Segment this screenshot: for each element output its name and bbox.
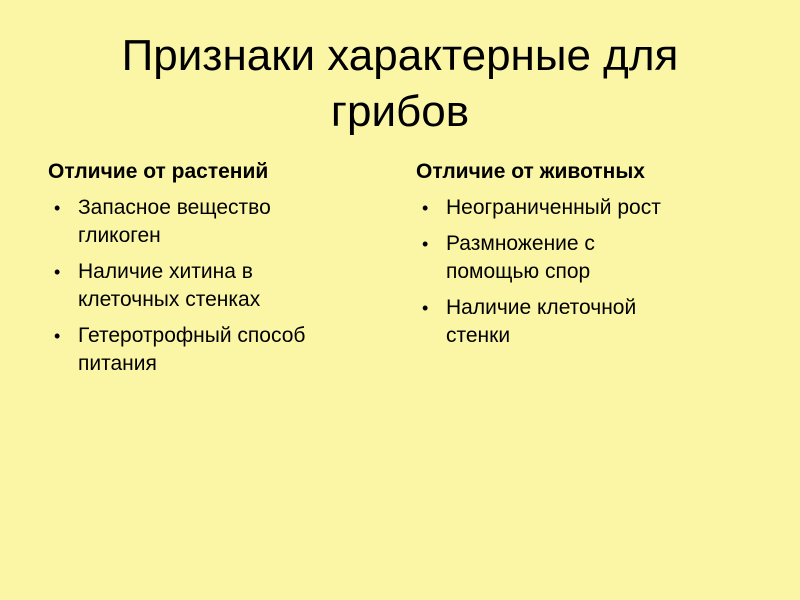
list-item-line: Неограниченный рост <box>446 196 661 219</box>
list-item <box>48 194 388 250</box>
bullet-icon: • <box>54 262 61 282</box>
list-item-line: помощью спор <box>446 260 591 283</box>
slide-title-line-1: Признаки характерные для <box>121 31 679 80</box>
list-item-line: питания <box>78 352 157 375</box>
bullet-icon: • <box>422 234 429 254</box>
plants-difference-column <box>48 158 388 386</box>
list-item <box>48 258 388 314</box>
bullet-icon: • <box>422 298 429 318</box>
list-item-line: стенки <box>446 324 511 347</box>
list-item-line: Гетеротрофный способ <box>78 324 306 347</box>
list-item <box>48 322 388 378</box>
plants-difference-list <box>48 194 388 378</box>
list-item-line: Запасное вещество <box>78 196 271 219</box>
list-item <box>416 230 776 286</box>
slide-title-line-2: грибов <box>330 87 470 136</box>
bullet-icon: • <box>422 198 429 218</box>
animals-difference-column <box>416 158 776 358</box>
animals-difference-heading: Отличие от животных <box>416 160 645 183</box>
list-item <box>416 294 776 350</box>
bullet-icon: • <box>54 198 61 218</box>
list-item-line: Наличие хитина в <box>78 260 253 283</box>
list-item-line: Наличие клеточной <box>446 296 637 319</box>
slide-title <box>40 28 760 140</box>
list-item-line: Размножение с <box>446 232 595 255</box>
bullet-icon: • <box>54 326 61 346</box>
list-item <box>416 194 776 222</box>
plants-difference-heading: Отличие от растений <box>48 160 269 183</box>
list-item-line: клеточных стенках <box>78 288 261 311</box>
list-item-line: гликоген <box>78 224 161 247</box>
animals-difference-list <box>416 194 776 350</box>
